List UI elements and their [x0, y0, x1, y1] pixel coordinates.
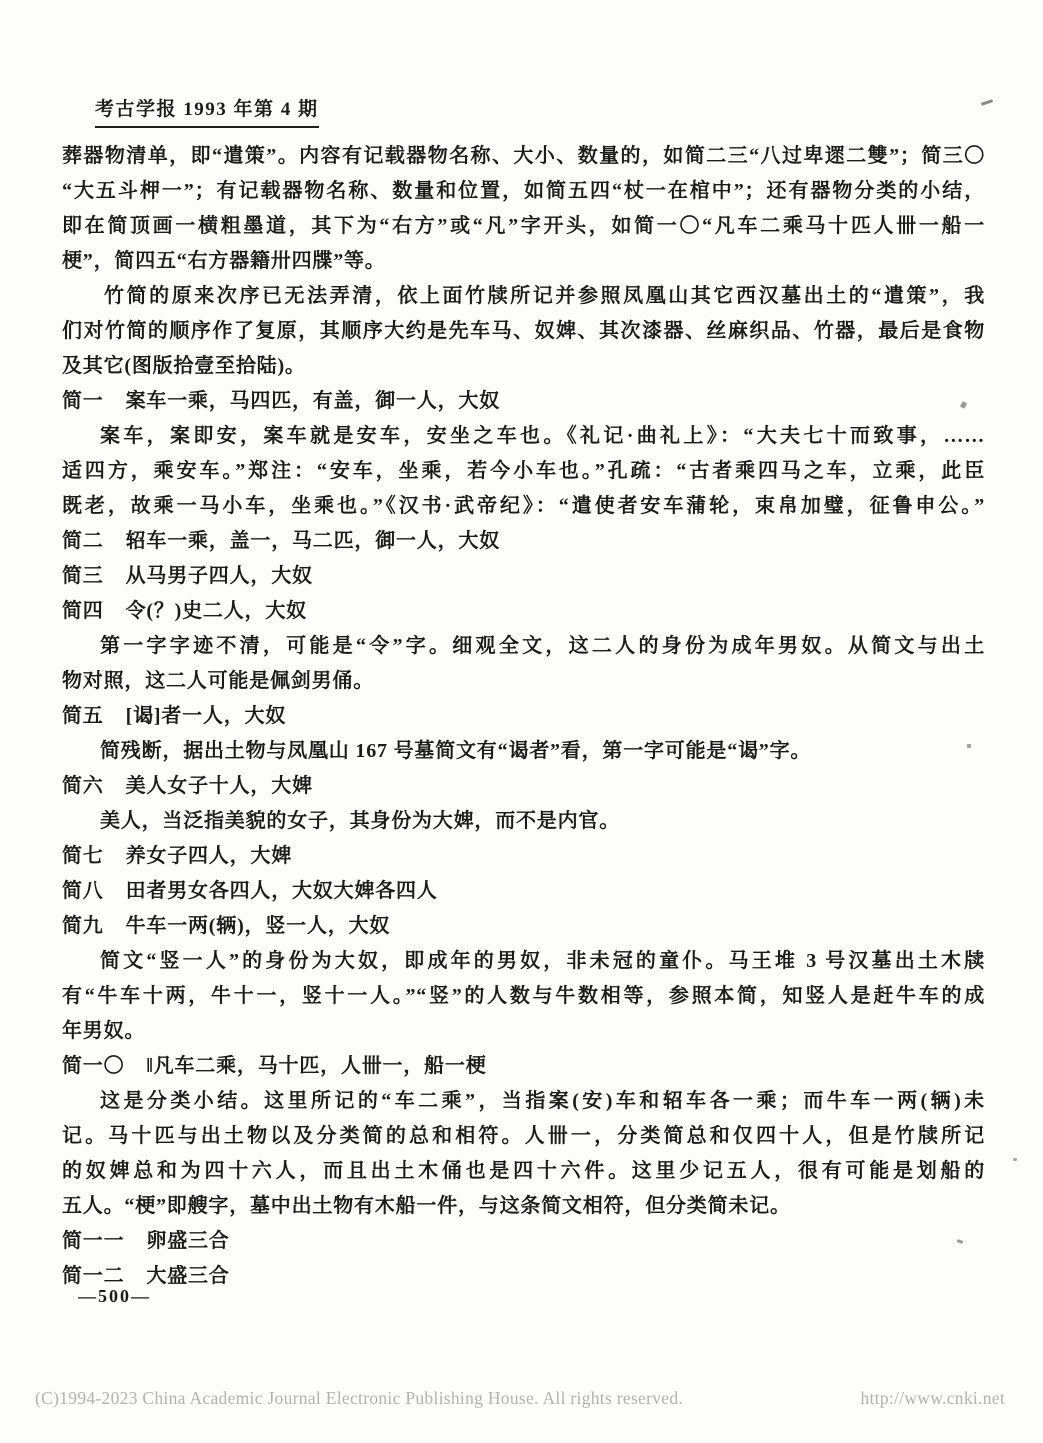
slip-entry-line	[62, 699, 985, 734]
body-text	[62, 139, 985, 1294]
slip-text: 轺车一乘，盖一，马二匹，御一人，大奴	[125, 530, 501, 552]
text-line: 葬器物清单，即“遣策”。内容有记载器物名称、大小、数量的，如简二三“八过卑遝二雙”；简三〇	[62, 145, 985, 167]
text-line: 既老，故乘一马小车，坐乘也。”《汉书·武帝纪》：“遣使者安车蒲轮，束帛加璧，征鲁申公。”	[62, 495, 985, 517]
text-line: 记。马十匹与出土物以及分类简的总和相符。人卌一，分类简总和仅四十人，但是竹牍所记	[62, 1125, 985, 1147]
text-line: 物对照，这二人可能是佩剑男俑。	[62, 670, 374, 692]
page-number: —500—	[78, 1286, 151, 1306]
cnki-url: http://www.cnki.net	[860, 1388, 1005, 1408]
text-line: 竹简的原来次序已无法弄清，依上面竹牍所记并参照凤凰山其它西汉墓出土的“遣策”，我	[104, 285, 985, 307]
text-line: 即在简顶画一横粗墨道，其下为“右方”或“凡”字开头，如简一〇“凡车二乘马十匹人卌一船一	[62, 215, 985, 237]
copyright-text: (C)1994-2023 China Academic Journal Electronic Publishing House. All rights reserved.	[35, 1388, 684, 1408]
slip-entry-line	[62, 874, 985, 909]
copyright-footer	[35, 1388, 1005, 1409]
slip-text: 美人女子十人，大婢	[125, 775, 313, 797]
text-line: 简文“竖一人”的身份为大奴，即成年的男奴，非未冠的童仆。马王堆 3 号汉墓出土木牍	[100, 950, 985, 972]
scan-artifact	[967, 744, 971, 748]
slip-entry-line	[62, 1049, 985, 1084]
slip-entry-line	[62, 1224, 985, 1259]
text-line: 梗”，简四五“右方器籍卅四牒”等。	[62, 250, 386, 272]
slip-text: 令(？)史二人，大奴	[125, 600, 307, 622]
slip-label: 简七	[62, 845, 104, 867]
slip-label: 简一	[62, 390, 104, 412]
slip-label: 简八	[62, 880, 104, 902]
text-line: 们对竹简的顺序作了复原，其顺序大约是先车马、奴婢、其次漆器、丝麻织品、竹器，最后是食物	[62, 320, 985, 342]
slip-entry-line	[62, 559, 985, 594]
slip-text: 大盛三合	[146, 1265, 230, 1287]
slip-entry-line	[62, 1259, 985, 1294]
text-line: 及其它(图版拾壹至拾陆)。	[62, 355, 306, 377]
text-line: 案车，案即安，案车就是安车，安坐之车也。《礼记·曲礼上》：“大夫七十而致事，……	[100, 425, 985, 447]
text-line: 有“牛车十两，牛十一，竖十一人。”“竖”的人数与牛数相等，参照本简，知竖人是赶牛车的成	[62, 985, 985, 1007]
slip-label: 简九	[62, 915, 104, 937]
text-line: 美人，当泛指美貌的女子，其身份为大婢，而不是内官。	[100, 810, 620, 832]
text-line: 五人。“梗”即艘字，墓中出土物有木船一件，与这条简文相符，但分类简未记。	[62, 1195, 791, 1217]
slip-entry-line	[62, 769, 985, 804]
slip-entry-line	[62, 909, 985, 944]
slip-label: 简五	[62, 705, 104, 727]
slip-entry-line	[62, 524, 985, 559]
text-line: 第一字字迹不清，可能是“令”字。细观全文，这二人的身份为成年男奴。从简文与出土	[100, 635, 985, 657]
text-line: “大五斗柙一”；有记载器物名称、数量和位置，如简五四“杖一在棺中”；还有器物分类的小结，	[62, 180, 985, 202]
slip-text: [谒]者一人，大奴	[125, 705, 287, 727]
slip-text: ‖凡车二乘，马十匹，人卌一，船一梗	[146, 1055, 487, 1077]
text-line: 简残断，据出土物与凤凰山 167 号墓简文有“谒者”看，第一字可能是“谒”字。	[100, 740, 812, 762]
text-line: 的奴婢总和为四十六人，而且出土木俑也是四十六件。这里少记五人，很有可能是划船的	[62, 1160, 985, 1182]
slip-entry-line	[62, 384, 985, 419]
slip-text: 案车一乘，马四匹，有盖，御一人，大奴	[125, 390, 501, 412]
text-line: 这是分类小结。这里所记的“车二乘”，当指案(安)车和轺车各一乘；而牛车一两(辆)未	[100, 1090, 985, 1112]
slip-entry-line	[62, 839, 985, 874]
slip-text: 从马男子四人，大奴	[125, 565, 313, 587]
scan-artifact	[981, 99, 993, 106]
text-line: 年男奴。	[62, 1020, 146, 1042]
slip-label: 简一一	[62, 1230, 125, 1252]
slip-text: 卵盛三合	[146, 1230, 230, 1252]
slip-label: 简六	[62, 775, 104, 797]
page-header: 考古学报 1993 年第 4 期	[95, 94, 319, 128]
slip-label: 简二	[62, 530, 104, 552]
slip-entry-line	[62, 594, 985, 629]
slip-text: 养女子四人，大婢	[125, 845, 293, 867]
slip-label: 简一〇	[62, 1055, 125, 1077]
text-line: 适四方，乘安车。”郑注：“安车，坐乘，若今小车也。”孔疏：“古者乘四马之车，立乘，此臣	[62, 460, 985, 482]
slip-text: 田者男女各四人，大奴大婢各四人	[125, 880, 438, 902]
slip-label: 简四	[62, 600, 104, 622]
slip-label: 简一二	[62, 1265, 125, 1287]
slip-text: 牛车一两(辆)，竖一人，大奴	[125, 915, 391, 937]
scan-artifact	[1013, 1158, 1017, 1161]
slip-label: 简三	[62, 565, 104, 587]
